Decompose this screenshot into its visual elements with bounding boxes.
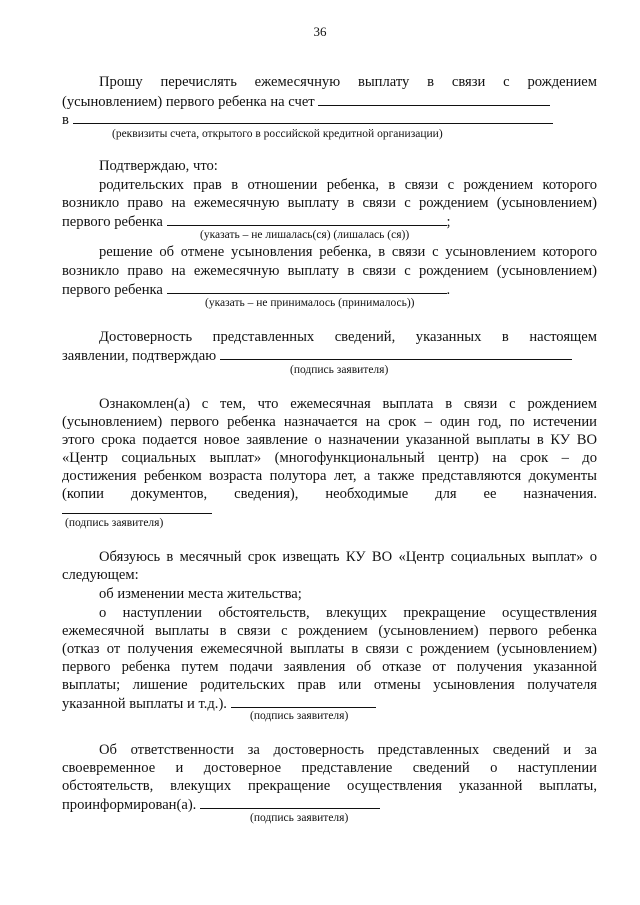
- p2-line-4-end: ;: [446, 214, 451, 230]
- p2-line-1: Подтверждаю, что:: [99, 158, 218, 174]
- p1-line-1: Прошу перечислять ежемесячную выплату в связи с рождением: [99, 74, 597, 90]
- p5-line-5: ежемесячной выплаты в связи с рождением (усыновлением) первого ребенка: [62, 623, 597, 639]
- p6-line-3: обстоятельств, влекущих прекращение осуществления указанной выплаты,: [62, 778, 597, 794]
- p4-line-3: этого срока подается новое заявление о назначении указанной выплаты в КУ ВО: [62, 432, 597, 448]
- p5-line-2: следующем:: [62, 567, 139, 583]
- parental-rights-caption: (указать – не лишалась(ся) (лишалась (ся)): [200, 229, 410, 241]
- signature-caption-1: (подпись заявителя): [290, 364, 389, 376]
- signature-caption-4: (подпись заявителя): [250, 812, 349, 824]
- p6-line-4-text: проинформирован(а).: [62, 797, 197, 813]
- p2-line-7-end: .: [446, 282, 451, 298]
- bank-details-caption: (реквизиты счета, открытого в российской кредитной организации): [112, 128, 443, 140]
- signature-caption-3: (подпись заявителя): [250, 710, 349, 722]
- p4-line-2: (усыновлением) первого ребенка назначается на срок – один год, по истечении: [62, 414, 597, 430]
- p1-line-2: [62, 92, 597, 112]
- p5-line-1: Обязуюсь в месячный срок извещать КУ ВО «Центр социальных выплат» о: [99, 549, 597, 565]
- p4-line-1: Ознакомлен(а) с тем, что ежемесячная выплата в связи с рождением: [99, 396, 597, 412]
- p1-line-2-text: (усыновлением) первого ребенка на счет: [62, 94, 315, 110]
- signature-caption-2: (подпись заявителя): [65, 517, 164, 529]
- p3-line-1: Достоверность представленных сведений, указанных в настоящем: [99, 329, 597, 345]
- signature-field-2[interactable]: [62, 513, 212, 514]
- parental-rights-field[interactable]: [167, 212, 447, 226]
- p2-line-4-text: первого ребенка: [62, 214, 163, 230]
- account-number-field[interactable]: [318, 92, 550, 106]
- p2-line-5: решение об отмене усыновления ребенка, в связи с усыновлением которого: [99, 244, 597, 260]
- bank-details-field[interactable]: [73, 110, 553, 124]
- signature-field-1[interactable]: [220, 346, 572, 360]
- p5-line-6: (отказ от получения ежемесячной выплаты в связи с рождением (усыновлением): [62, 641, 597, 657]
- p5-line-7: первого ребенка путем подачи заявления об отказе от получения указанной: [62, 659, 597, 675]
- page-number: 36: [313, 24, 327, 39]
- p6-line-2: своевременное и достоверное представление сведений о наступлении: [62, 760, 597, 776]
- p2-line-6: возникло право на ежемесячную выплату в связи с рождением (усыновлением): [62, 263, 597, 279]
- signature-field-3[interactable]: [231, 694, 376, 708]
- p1-line-3-text: в: [62, 112, 69, 128]
- p6-line-1: Об ответственности за достоверность представленных сведений и за: [99, 742, 597, 758]
- p4-line-5: достижения ребенком возраста полутора лет, а также представляются документы: [62, 468, 597, 484]
- p2-line-7-text: первого ребенка: [62, 282, 163, 298]
- adoption-cancel-field[interactable]: [167, 280, 447, 294]
- p3-line-2-text: заявлении, подтверждаю: [62, 348, 217, 364]
- p2-line-3: возникло право на ежемесячную выплату в связи с рождением (усыновлением): [62, 195, 597, 211]
- p4-line-4: «Центр социальных выплат» (многофункциональный центр) на срок – до: [62, 450, 597, 466]
- p5-line-4: о наступлении обстоятельств, влекущих прекращение осуществления: [99, 605, 597, 621]
- p2-line-2: родительских прав в отношении ребенка, в связи с рождением которого: [99, 177, 597, 193]
- p5-line-9-text: указанной выплаты и т.д.).: [62, 696, 227, 712]
- p5-line-3: об изменении места жительства;: [99, 586, 302, 602]
- signature-field-4[interactable]: [200, 795, 380, 809]
- p5-line-8: выплаты; лишение родительских прав или отмены усыновления получателя: [62, 677, 597, 693]
- adoption-cancel-caption: (указать – не принималось (принималось)): [205, 297, 415, 309]
- p4-line-6: (копии документов, сведения), необходимые для ее назначения.: [62, 486, 597, 502]
